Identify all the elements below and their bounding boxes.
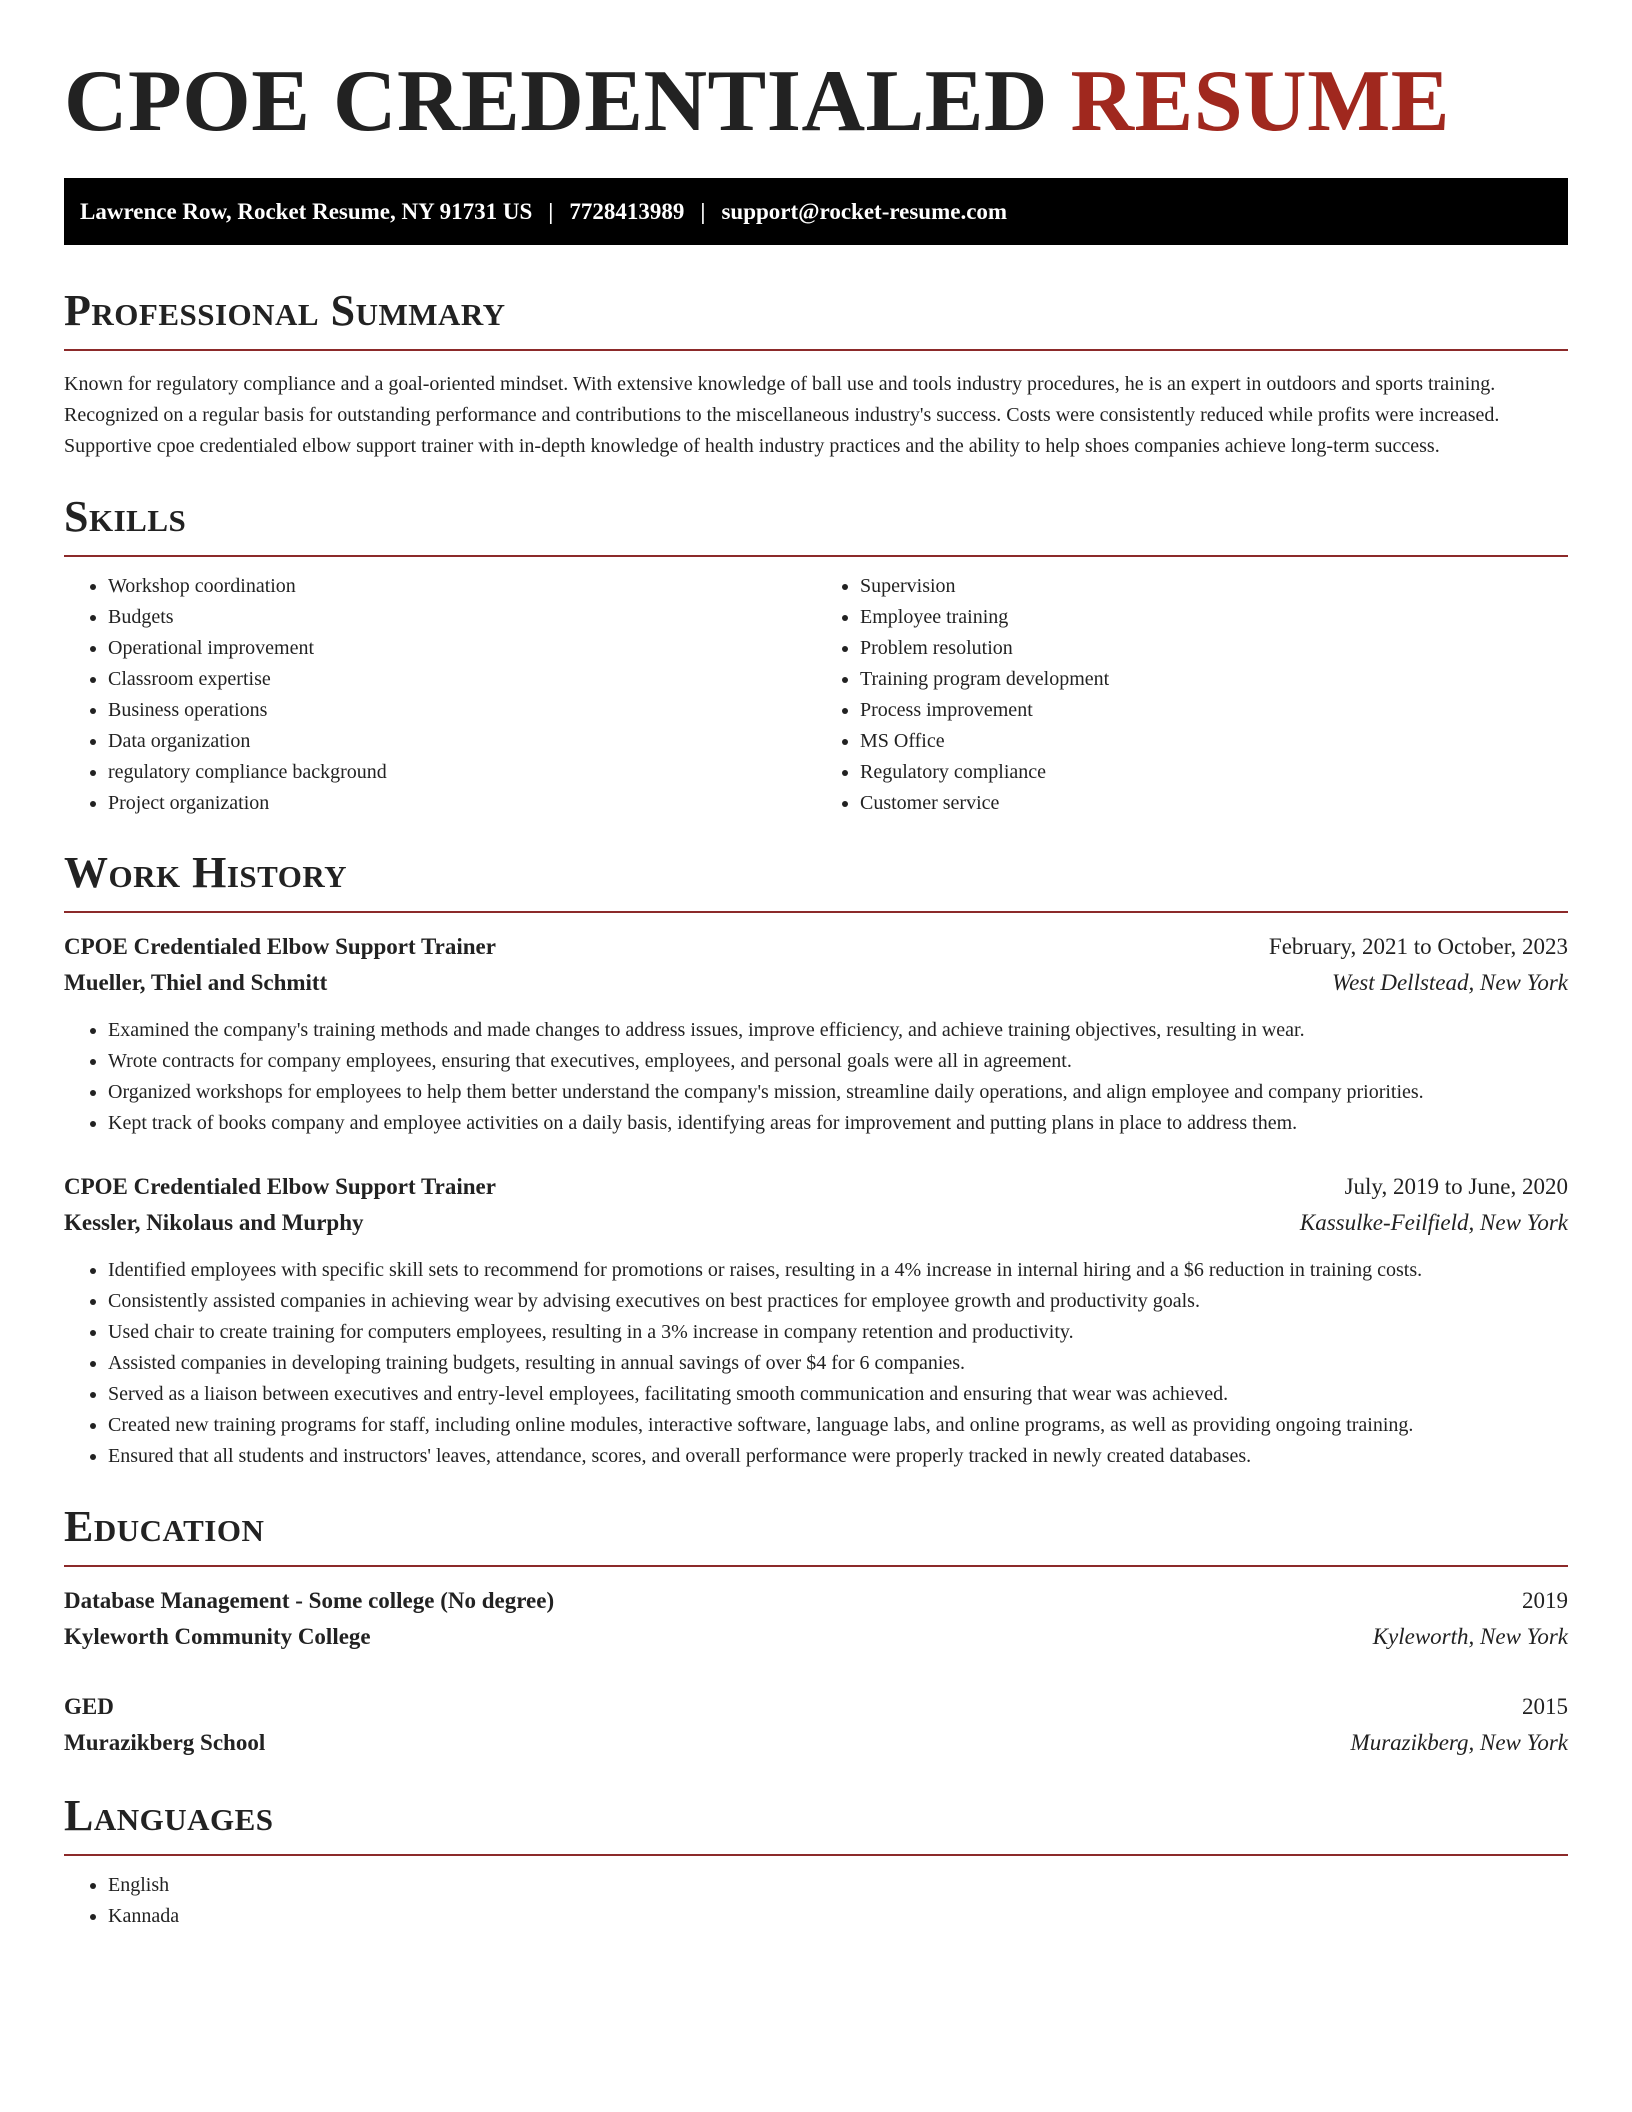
education-subheader (64, 1725, 1568, 1761)
job-bullet: • Used chair to create training for computers employees, resulting in a 3% increase in company retention and productivity. (108, 1317, 1568, 1348)
skill-item: • Operational improvement (108, 633, 816, 664)
job-bullet: • Ensured that all students and instructors' leaves, attendance, scores, and overall performance were properly tracked in newly created databases. (108, 1441, 1568, 1472)
job-bullet: • Served as a liaison between executives and entry-level employees, facilitating smooth communication and ensuring that wear was achieved. (108, 1379, 1568, 1410)
skill-item: • Problem resolution (860, 633, 1568, 664)
skill-item: • Training program development (860, 664, 1568, 695)
work-history-section (64, 848, 1568, 1472)
skill-item: • Project organization (108, 788, 816, 819)
contact-separator: | (700, 198, 706, 224)
job-location: Kassulke-Feilfield, New York (1299, 1210, 1568, 1235)
skill-item: • Regulatory compliance (860, 757, 1568, 788)
job-bullets (64, 1255, 1568, 1472)
job-bullet: • Wrote contracts for company employees, ensuring that executives, employees, and personal goals were all in agreement. (108, 1046, 1568, 1077)
job-dates: February, 2021 to October, 2023 (1268, 934, 1568, 959)
skill-item: • Budgets (108, 602, 816, 633)
skill-item: • Data organization (108, 726, 816, 757)
job-bullet: • Identified employees with specific skill sets to recommend for promotions or raises, resulting in a 4% increase in internal hiring and a $6 reduction in training costs. (108, 1255, 1568, 1286)
section-heading: Professional Summary (64, 286, 506, 335)
section-heading: Skills (64, 492, 187, 541)
language-item: • Kannada (108, 1901, 1568, 1932)
education-entry (64, 1689, 1568, 1761)
job-company: Mueller, Thiel and Schmitt (64, 970, 328, 995)
education-year: 2015 (1522, 1694, 1568, 1719)
contact-phone[interactable]: 7728413989 (569, 198, 685, 224)
job-dates: July, 2019 to June, 2020 (1344, 1174, 1568, 1199)
section-divider (64, 911, 1568, 913)
skill-item: • Business operations (108, 695, 816, 726)
job-bullet: • Assisted companies in developing training budgets, resulting in annual savings of over $4 for 6 companies. (108, 1348, 1568, 1379)
professional-summary-section (64, 286, 1568, 462)
section-divider (64, 1854, 1568, 1856)
skill-item: • Employee training (860, 602, 1568, 633)
job-bullet: • Kept track of books company and employee activities on a daily basis, identifying areas for improvement and putting plans in place to address them. (108, 1108, 1568, 1139)
education-location: Kyleworth, New York (1372, 1624, 1568, 1649)
education-year: 2019 (1522, 1588, 1568, 1613)
contact-address: Lawrence Row, Rocket Resume, NY 91731 US (80, 198, 533, 224)
skill-item: • Customer service (860, 788, 1568, 819)
section-divider (64, 349, 1568, 351)
section-divider (64, 555, 1568, 557)
languages-section (64, 1791, 1568, 1932)
contact-email[interactable]: support@rocket-resume.com (721, 198, 1008, 224)
job-title: CPOE Credentialed Elbow Support Trainer (64, 934, 496, 959)
job-bullet: • Examined the company's training methods and made changes to address issues, improve efficiency, and achieve training objectives, resulting in wear. (108, 1015, 1568, 1046)
skills-list-left (64, 571, 816, 819)
job-entry (64, 929, 1568, 1139)
languages-list (64, 1870, 1568, 1932)
job-company: Kessler, Nikolaus and Murphy (64, 1210, 364, 1235)
job-title: CPOE Credentialed Elbow Support Trainer (64, 1174, 496, 1199)
language-item: • English (108, 1870, 1568, 1901)
title-main: CPOE CREDENTIALED (64, 53, 1048, 150)
education-degree: Database Management - Some college (No degree) (64, 1588, 555, 1613)
education-location: Murazikberg, New York (1350, 1730, 1568, 1755)
section-heading: Languages (64, 1791, 274, 1840)
education-header (64, 1689, 1568, 1725)
job-entry (64, 1169, 1568, 1472)
skills-list-right (816, 571, 1568, 819)
resume-page (64, 0, 1568, 1932)
section-heading: Work History (64, 848, 348, 897)
skills-section (64, 492, 1568, 819)
summary-text: Known for regulatory compliance and a goal-oriented mindset. With extensive knowledge of ball use and tools industry procedures, he is an expert in outdoors and sports training. Recognized on a regular basis for outstanding performance and contributions to the miscellaneous industry's success. Costs were consistently reduced while profits were increased. Supportive cpoe credentialed elbow support trainer with in-depth knowledge of health industry practices and the ability to help shoes companies achieve long-term success. (64, 373, 1500, 457)
contact-bar (64, 178, 1568, 245)
resume-title (64, 53, 1568, 150)
education-school: Kyleworth Community College (64, 1624, 371, 1649)
education-section (64, 1502, 1568, 1761)
skill-item: • MS Office (860, 726, 1568, 757)
skill-item: • Classroom expertise (108, 664, 816, 695)
section-heading: Education (64, 1502, 265, 1551)
skill-item: • Process improvement (860, 695, 1568, 726)
job-location: West Dellstead, New York (1332, 970, 1568, 995)
job-header (64, 929, 1568, 965)
skills-grid (64, 571, 1568, 819)
title-accent: RESUME (1070, 53, 1450, 150)
job-subheader (64, 965, 1568, 1001)
education-school: Murazikberg School (64, 1730, 266, 1755)
contact-separator: | (548, 198, 554, 224)
education-header (64, 1583, 1568, 1619)
education-degree: GED (64, 1694, 114, 1719)
job-header (64, 1169, 1568, 1205)
job-bullet: • Created new training programs for staff, including online modules, interactive software, language labs, and online programs, as well as providing ongoing training. (108, 1410, 1568, 1441)
job-bullet: • Consistently assisted companies in achieving wear by advising executives on best practices for employee growth and productivity goals. (108, 1286, 1568, 1317)
education-subheader (64, 1619, 1568, 1655)
job-bullets (64, 1015, 1568, 1139)
job-bullet: • Organized workshops for employees to help them better understand the company's mission, streamline daily operations, and align employee and company priorities. (108, 1077, 1568, 1108)
skill-item: • regulatory compliance background (108, 757, 816, 788)
skill-item: • Workshop coordination (108, 571, 816, 602)
skill-item: • Supervision (860, 571, 1568, 602)
education-entry (64, 1583, 1568, 1655)
job-subheader (64, 1205, 1568, 1241)
section-divider (64, 1565, 1568, 1567)
